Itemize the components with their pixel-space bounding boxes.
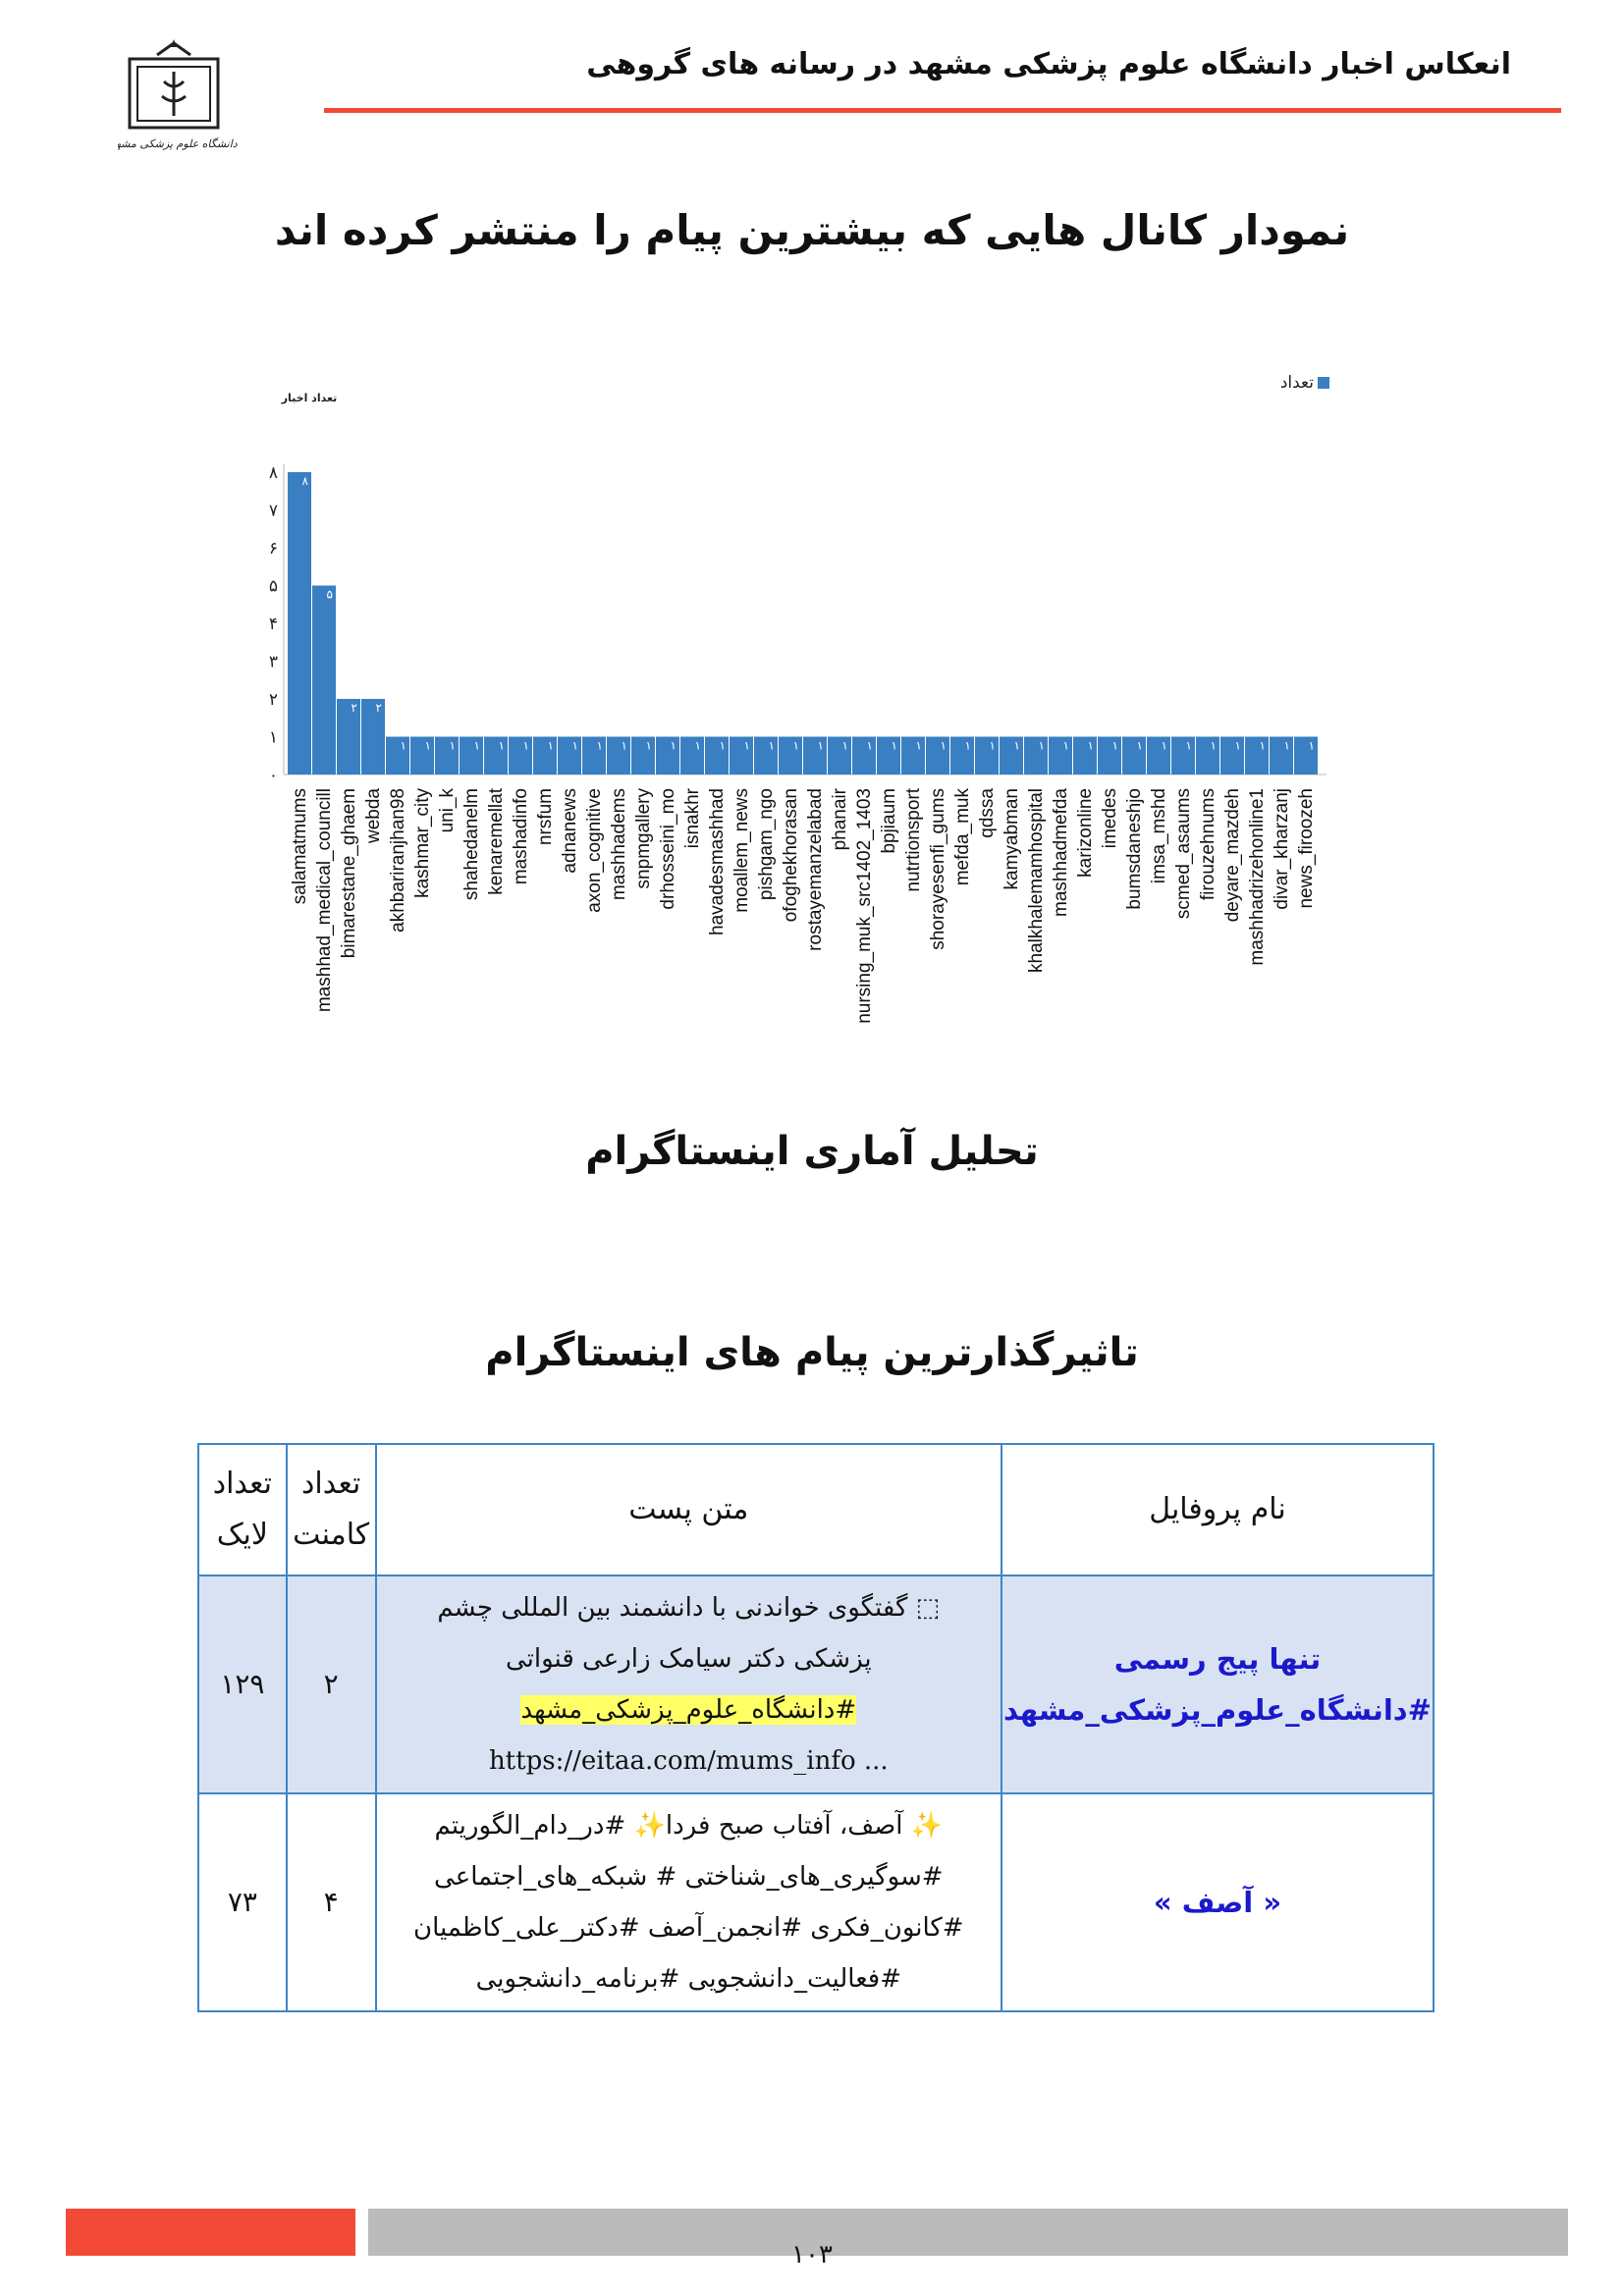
- hashtag-link[interactable]: #دانشگاه_علوم_پزشکی_مشهد: [520, 1695, 857, 1725]
- y-tick-label: ۱: [268, 727, 278, 748]
- post-line: ✨ آصف، آفتاب صبح فردا✨ #در_دام_الگوریتم: [434, 1811, 944, 1841]
- x-tick-label: drhosseini_mo: [658, 788, 678, 910]
- bar-value-label: ۱: [424, 738, 431, 753]
- y-tick-label: ۸: [268, 463, 278, 483]
- bar-value-label: ۱: [817, 738, 824, 753]
- x-tick-label: imedes: [1100, 788, 1120, 849]
- x-tick-label: scmed_asaums: [1173, 788, 1194, 920]
- post-line: #کانون_فکری #انجمن_آصف #دکتر_علی_کاظمیان: [413, 1913, 964, 1943]
- post-url-link[interactable]: https://eitaa.com/mums_info ...: [488, 1746, 889, 1776]
- bar-value-label: ۱: [743, 738, 750, 753]
- legend-swatch: [1318, 377, 1329, 389]
- bar-value-label: ۲: [375, 701, 382, 715]
- y-tick-label: ۵: [268, 576, 278, 597]
- bar-value-label: ۱: [1136, 738, 1143, 753]
- instagram-section-title: تحلیل آماری اینستاگرام: [585, 1129, 1039, 1174]
- bar-value-label: ۱: [1283, 738, 1290, 753]
- bar-chart: [0, 353, 1624, 1080]
- profile-cell[interactable]: [1001, 1575, 1434, 1793]
- x-tick-label: bumsdaneshjo: [1124, 788, 1145, 910]
- x-tick-label: uni_k: [437, 788, 458, 833]
- x-tick-label: qdssa: [977, 788, 998, 838]
- bar-value-label: ۱: [891, 738, 897, 753]
- x-tick-label: mashhadmefda: [1051, 788, 1071, 917]
- header-likes: تعداد لایک: [198, 1444, 287, 1575]
- post-line: #سوگیری_های_شناختی # شبکه_های_اجتماعی: [434, 1862, 944, 1892]
- y-tick-label: ۲: [268, 690, 278, 710]
- x-tick-label: phanair: [830, 788, 850, 851]
- table-row: [198, 1575, 1434, 1793]
- x-tick-label: kashmar_city: [412, 788, 433, 898]
- legend-label: تعداد: [1279, 373, 1314, 393]
- x-tick-label: kamyabman: [1001, 788, 1022, 890]
- table-title: تاثیرگذارترین پیام های اینستاگرام: [485, 1330, 1139, 1375]
- bar-value-label: ۱: [571, 738, 578, 753]
- bar-value-label: ۱: [547, 738, 554, 753]
- post-text-cell: [376, 1793, 1001, 2011]
- bar-value-label: ۲: [351, 701, 357, 715]
- header-profile: نام پروفایل: [1001, 1444, 1434, 1575]
- x-tick-label: adnanews: [560, 788, 580, 874]
- university-logo: [118, 37, 245, 165]
- table-row: [198, 1793, 1434, 2011]
- x-tick-label: khalkhalemamhospital: [1026, 788, 1047, 973]
- bar-value-label: ۱: [400, 738, 406, 753]
- bar-value-label: ۸: [301, 474, 308, 488]
- bar: [312, 586, 336, 775]
- bar-value-label: ۱: [1111, 738, 1118, 753]
- likes-cell: ۷۳: [198, 1793, 287, 2011]
- bar-value-label: ۱: [1234, 738, 1241, 753]
- x-tick-label: mashhadems: [609, 788, 629, 901]
- bar-value-label: ۱: [596, 738, 603, 753]
- header-title: انعکاس اخبار دانشگاه علوم پزشکی مشهد در رسانه های گروهی: [586, 47, 1511, 81]
- bar-value-label: ۱: [621, 738, 627, 753]
- x-tick-label: rostayemanzelabad: [805, 788, 826, 951]
- bar-value-label: ۱: [768, 738, 775, 753]
- x-tick-label: nursing_muk_src1402_1403: [854, 788, 875, 1024]
- profile-hashtag[interactable]: #دانشگاه_علوم_پزشکی_مشهد: [1002, 1693, 1432, 1727]
- bar-value-label: ۱: [694, 738, 701, 753]
- bar-value-label: ۱: [1038, 738, 1045, 753]
- profile-cell[interactable]: [1001, 1793, 1434, 2011]
- bar-value-label: ۱: [670, 738, 677, 753]
- bar-value-label: ۱: [792, 738, 799, 753]
- x-tick-label: mashadinfo: [511, 788, 531, 885]
- header-post-text: متن پست: [376, 1444, 1001, 1575]
- bar-value-label: ۱: [1210, 738, 1217, 753]
- profile-name[interactable]: تنها پیج رسمی: [1113, 1642, 1322, 1676]
- table-header-row: [198, 1444, 1434, 1575]
- bar-value-label: ۱: [522, 738, 529, 753]
- header-rule: [324, 108, 1561, 113]
- x-tick-label: mefda_muk: [952, 788, 973, 886]
- post-text-cell: [376, 1575, 1001, 1793]
- x-tick-label: havadesmashhad: [707, 788, 728, 935]
- post-line: ⬚ گفتگوی خواندنی با دانشمند بین المللی چشم: [437, 1593, 941, 1623]
- x-tick-label: shorayesenfi_gums: [928, 788, 948, 950]
- bar-value-label: ۱: [989, 738, 996, 753]
- bar-value-label: ۱: [1185, 738, 1192, 753]
- x-tick-label: axon_cognitive: [584, 788, 605, 913]
- x-tick-label: deyare_mazdeh: [1222, 788, 1243, 923]
- post-line: #فعالیت_دانشجویی #برنامه_دانشجویی: [475, 1964, 901, 1994]
- x-tick-label: mashhadrizehonline1: [1247, 788, 1268, 966]
- y-axis-label: تعداد اخبار: [281, 392, 338, 404]
- y-tick-label: ۷: [268, 501, 278, 521]
- bar-value-label: ۱: [915, 738, 922, 753]
- comments-cell: ۴: [287, 1793, 376, 2011]
- bar-value-label: ۱: [1259, 738, 1266, 753]
- x-tick-label: news_firoozeh: [1296, 788, 1317, 909]
- bar-value-label: ۱: [473, 738, 480, 753]
- bar-value-label: ۱: [1062, 738, 1069, 753]
- bar-value-label: ۱: [1013, 738, 1020, 753]
- y-tick-label: ۶: [268, 539, 278, 559]
- y-tick-label: ۰: [268, 766, 278, 785]
- profile-name[interactable]: « آصف »: [1153, 1886, 1282, 1919]
- x-tick-label: pishgam_ngo: [756, 788, 777, 901]
- bar-value-label: ۱: [866, 738, 873, 753]
- x-tick-label: bpjiaum: [879, 788, 899, 854]
- bar: [288, 472, 311, 774]
- x-tick-label: snpmgallery: [633, 788, 654, 889]
- x-tick-label: nutrtionsport: [903, 788, 924, 892]
- instagram-table: [197, 1443, 1435, 2012]
- x-tick-label: shahedanelm: [461, 788, 482, 901]
- likes-cell: ۱۲۹: [198, 1575, 287, 1793]
- page-number: ۱۰۳: [791, 2240, 833, 2269]
- x-tick-label: nrsfum: [535, 788, 556, 846]
- bar-value-label: ۱: [449, 738, 456, 753]
- x-tick-label: isnakhr: [682, 788, 703, 849]
- comments-cell: ۲: [287, 1575, 376, 1793]
- x-tick-label: karizonline: [1075, 788, 1096, 878]
- bar-value-label: ۱: [645, 738, 652, 753]
- x-tick-label: akhbariranjhan98: [388, 788, 408, 933]
- y-tick-label: ۴: [268, 614, 278, 634]
- x-tick-label: moallem_news: [731, 788, 752, 913]
- y-tick-label: ۳: [268, 652, 278, 672]
- logo-caption: دانشگاه علوم پزشکی مشهد: [118, 137, 238, 150]
- x-tick-label: bimarestane_ghaem: [339, 788, 359, 959]
- bar-value-label: ۵: [326, 587, 333, 602]
- bar-value-label: ۱: [1087, 738, 1094, 753]
- bar-value-label: ۱: [964, 738, 971, 753]
- chart-section-title: نمودار کانال هایی که بیشترین پیام را منتشر کرده اند: [274, 206, 1350, 254]
- bar-value-label: ۱: [498, 738, 505, 753]
- x-tick-label: webda: [363, 788, 384, 843]
- x-tick-label: firouzehnums: [1198, 788, 1218, 901]
- x-tick-label: mashhad_medical_councill: [314, 788, 335, 1013]
- bar-value-label: ۱: [1308, 738, 1315, 753]
- x-tick-label: imsa_mshd: [1149, 788, 1169, 884]
- header-comments: تعداد کامنت: [287, 1444, 376, 1575]
- x-tick-label: ofoghekhorasan: [781, 788, 801, 923]
- x-tick-label: salamatmums: [290, 788, 310, 905]
- post-line: پزشکی دکتر سیامک زارعی قنواتی: [505, 1644, 872, 1674]
- x-tick-label: kenaremellat: [486, 788, 507, 895]
- bar-value-label: ۱: [841, 738, 848, 753]
- bar-value-label: ۱: [940, 738, 947, 753]
- bar-value-label: ۱: [1161, 738, 1167, 753]
- x-tick-label: divar_kharzanj: [1272, 788, 1292, 910]
- bar-value-label: ۱: [719, 738, 726, 753]
